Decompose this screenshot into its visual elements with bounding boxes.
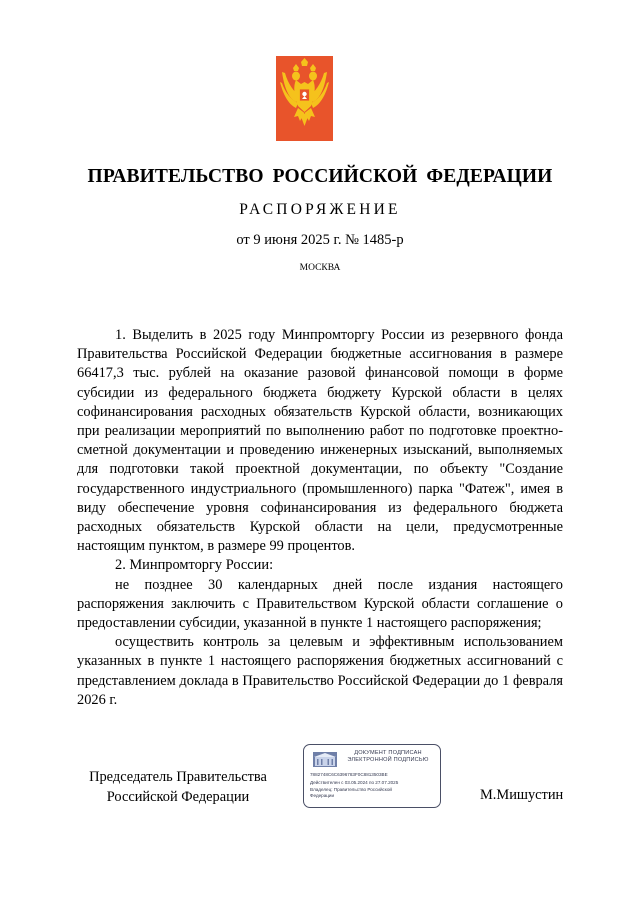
signatory-position-line-1: Председатель Правительства	[89, 769, 267, 785]
paragraph-2: 2. Минпромторгу России:	[115, 557, 274, 574]
document-type: РАСПОРЯЖЕНИЕ	[239, 201, 401, 218]
stamp-owner-line-1: Владелец: Правительство Российской	[310, 787, 392, 792]
government-building-icon	[313, 752, 337, 767]
electronic-signature-stamp	[303, 744, 441, 808]
paragraph-3: не позднее 30 календарных дней после издания настоящего распоряжения заключить с Правительством Курской области соглашение о предоставлении субсидии, указанной в пункте 1 настоящего распоряжения;	[77, 576, 563, 632]
signatory-position	[78, 768, 278, 807]
state-emblem	[276, 56, 333, 141]
signatory-position-line-2: Российской Федерации	[106, 788, 250, 805]
document-body	[77, 326, 563, 710]
stamp-heading-line-1: ДОКУМЕНТ ПОДПИСАН	[354, 750, 422, 756]
stamp-heading	[340, 750, 436, 764]
stamp-owner-line-2: Федерации	[310, 793, 335, 798]
paragraph-1: 1. Выделить в 2025 году Минпромторгу России из резервного фонда Правительства Российской Федерации бюджетные ассигнования в размере 66417,3 тыс. рублей на оказание разовой финансовой помощи в форме субсидии из федерального бюджета бюджету Курской области в целях софинансирования расходных обязательств Курской области, возникающих при реализации мероприятий по выполнению работ по подготовке проектно-сметной документации и проведению инженерных изысканий, выполняемых для подготовки такой проектной документации, по объекту "Создание государственного индустриального (промышленного) парка "Фатеж", имея в виду обеспечение уровня софинансирования из федерального бюджета расходных обязательств Курской области на цели, предусмотренные настоящим пунктом, в размере 99 процентов.	[77, 327, 563, 555]
page-title: ПРАВИТЕЛЬСТВО РОССИЙСКОЙ ФЕДЕРАЦИИ	[87, 166, 553, 187]
coat-of-arms-icon	[276, 56, 333, 141]
document-date-number: от 9 июня 2025 г. № 1485-р	[236, 232, 404, 248]
stamp-certificate: 7882748C6C6396783F0C8813503BE	[310, 772, 388, 777]
signatory-name: М.Мишустин	[480, 787, 564, 803]
stamp-heading-line-2: ЭЛЕКТРОННОЙ ПОДПИСЬЮ	[347, 757, 429, 763]
paragraph-4: осуществить контроль за целевым и эффективным использованием указанных в пункте 1 настоящего распоряжения бюджетных ассигнований с представлением доклада в Правительство Российской Федерации до 1 февраля 2026 г.	[77, 634, 563, 708]
document-city: МОСКВА	[299, 263, 341, 273]
stamp-validity: Действителен с 03.05.2024 по 27.07.2025	[310, 780, 399, 785]
